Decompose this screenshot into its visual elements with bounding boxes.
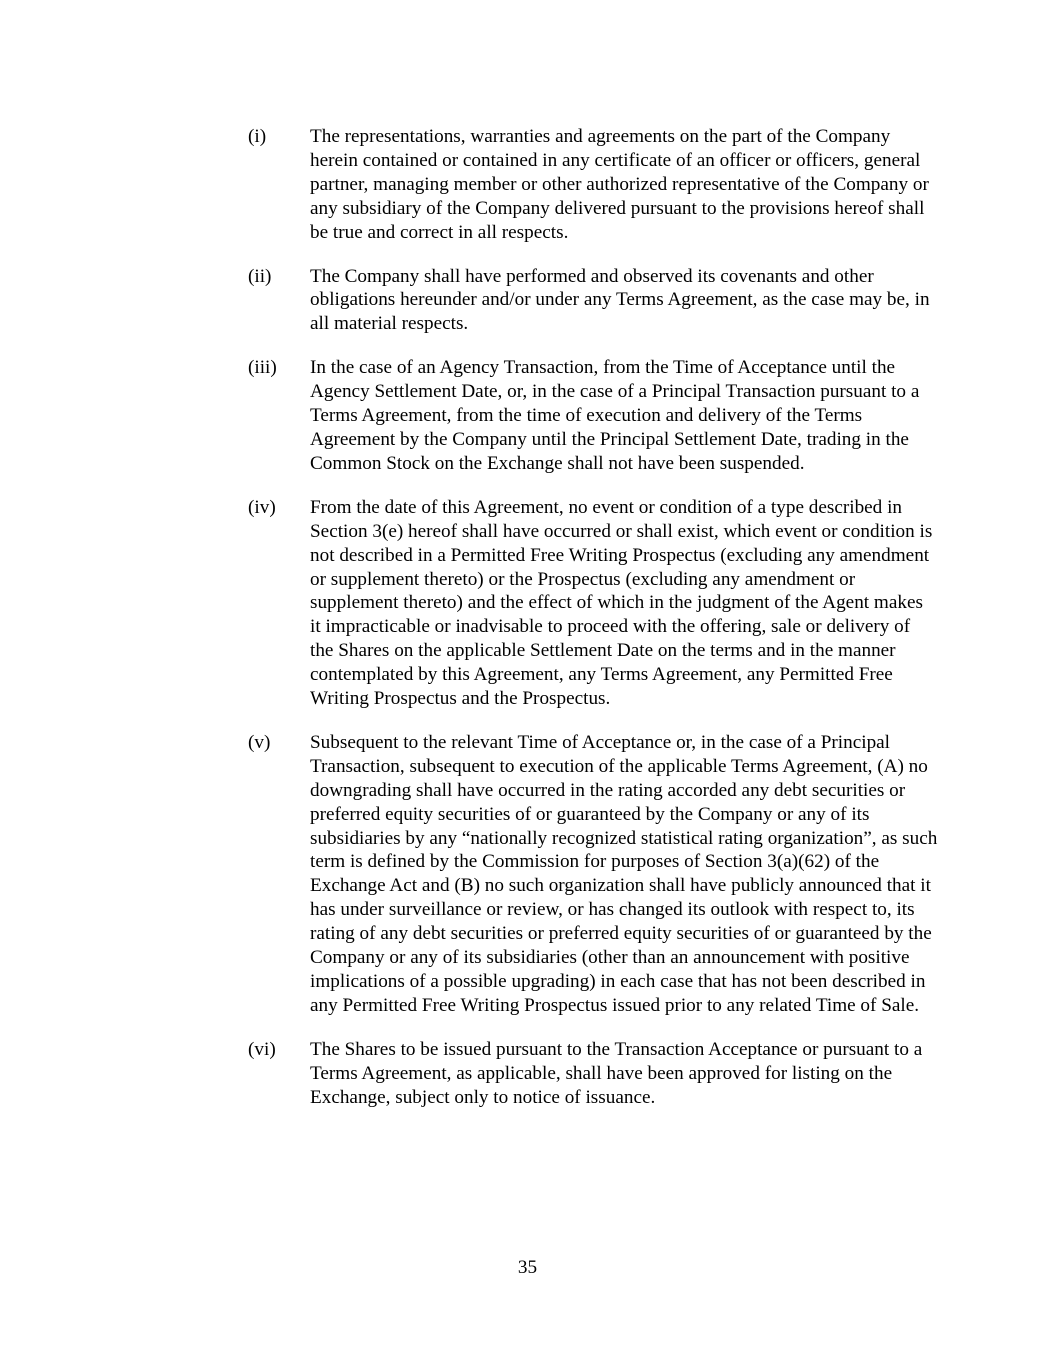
clause-label: (i) <box>248 126 267 147</box>
clause-label: (iii) <box>248 357 277 379</box>
clause-iv <box>248 496 938 711</box>
clause-label: (ii) <box>248 265 272 287</box>
clause-text: The representations, warranties and agreements on the part of the Company herein contained or contained in any certificate of an officer or officers, general partner, managing member or other authorized representative of the Company or any subsidiary of the Company delivered pursuant to the provisions hereof shall be true and correct in all respects. <box>310 126 929 243</box>
clause-label: (vi) <box>248 1038 276 1060</box>
clause-list <box>248 125 938 1130</box>
clause-text: The Shares to be issued pursuant to the Transaction Acceptance or pursuant to a Terms Agreement, as applicable, shall have been approved for listing on the Exchange, subject only to notice of issuance. <box>310 1038 923 1108</box>
clause-v <box>248 731 938 1018</box>
clause-iii <box>248 356 938 476</box>
clause-ii <box>248 265 938 337</box>
clause-text: In the case of an Agency Transaction, from the Time of Acceptance until the Agency Settlement Date, or, in the case of a Principal Transaction pursuant to a Terms Agreement, from the time of execution and delivery of the Terms Agreement by the Company until the Principal Settlement Date, trading in the Common Stock on the Exchange shall not have been suspended. <box>310 357 920 474</box>
clause-label: (iv) <box>248 496 276 518</box>
page-number: 35 <box>517 1257 538 1278</box>
clause-text: From the date of this Agreement, no event or condition of a type described in Section 3(e) hereof shall have occurred or shall exist, which event or condition is not described in a Permitted Free Writing Prospectus (excluding any amendment or supplement thereto) or the Prospectus (excluding any amendment or supplement thereto) and the effect of which in the judgment of the Agent makes it impracticable or inadvisable to proceed with the offering, sale or delivery of the Shares on the applicable Settlement Date on the terms and in the manner contemplated by this Agreement, any Terms Agreement, any Permitted Free Writing Prospectus and the Prospectus. <box>310 496 933 710</box>
clause-label: (v) <box>248 731 271 753</box>
clause-text: Subsequent to the relevant Time of Acceptance or, in the case of a Principal Transaction, subsequent to execution of the applicable Terms Agreement, (A) no downgrading shall have occurred in the rating accorded any debt securities or preferred equity securities of or guaranteed by the Company or any of its subsidiaries by any “nationally recognized statistical rating organization”, as such term is defined by the Commission for purposes of Section 3(a)(62) of the Exchange Act and (B) no such organization shall have publicly announced that it has under surveillance or review, or has changed its outlook with respect to, its rating of any debt securities or preferred equity securities of or guaranteed by the Company or any of its subsidiaries (other than an announcement with positive implications of a possible upgrading) in each case that has not been described in any Permitted Free Writing Prospectus issued prior to any related Time of Sale. <box>310 731 938 1016</box>
clause-vi <box>248 1038 938 1110</box>
clause-i <box>248 125 938 245</box>
clause-text: The Company shall have performed and observed its covenants and other obligations hereunder and/or under any Terms Agreement, as the case may be, in all material respects. <box>310 265 930 335</box>
